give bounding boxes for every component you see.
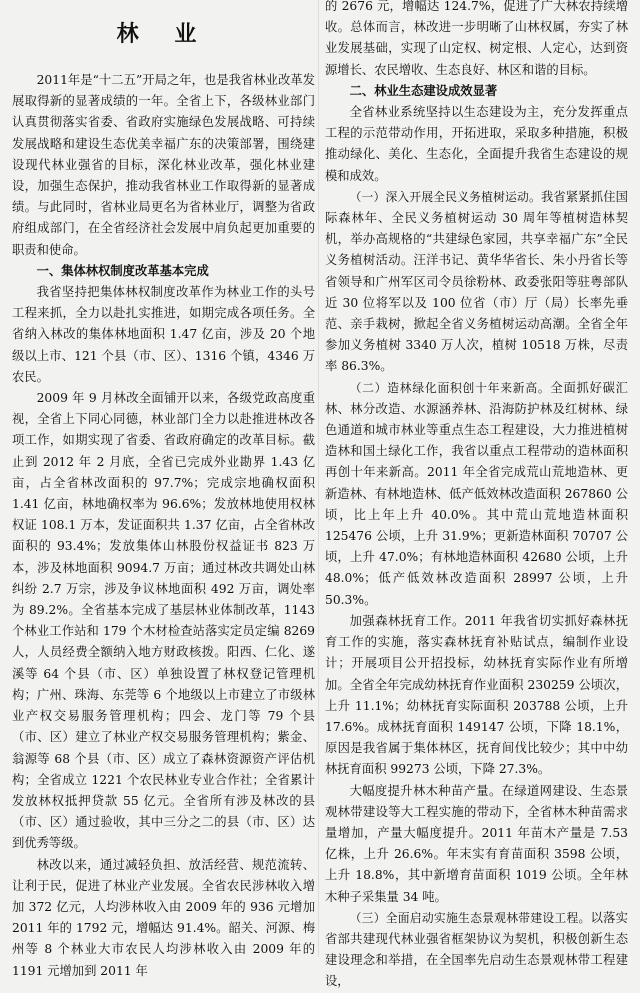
paragraph-8: 大幅度提升林木种苗产量。在绿道网建设、生态景观林带建设等大工程实施的带动下，全省林木种苗需求量增加，产量大幅度提升。2011 年苗木产量是 7.53 亿株，上升 26.6%。年末实有育苗面积 3598 公顷，上升 18.8%，其中新增育苗面积 1019 公顷。全年林木种子采集量 34 吨。 bbox=[325, 783, 628, 904]
paragraph-continued: 的 2676 元，增幅达 124.7%，促进了广大林农持续增收。总体而言，林改进一步明晰了山林权属，夯实了林业发展基础，实现了山定权、树定根、人定心，达到资源增长、农民增收、生态良好、林区和谐的目标。 bbox=[325, 0, 628, 77]
section-heading-2: 二、林业生态建设成效显著 bbox=[349, 83, 498, 98]
paragraph-3: 林改以来，通过减轻负担、放活经营、规范流转、让利于民，促进了林业产业发展。全省农民涉林收入增加 372 亿元，人均涉林收入由 2009 年的 936 元增加 2011 年的 1792 元，增幅达 91.4%。韶关、河源、梅州等 8 个林业大市农民人均涉林收入由 2009 年的 1191 元增加到 2011 年 bbox=[12, 857, 315, 978]
paragraph-7: 加强森林抚育工作。2011 年我省切实抓好森林抚育工作的实施，落实森林抚育补贴试点，编制作业设计；开展项目公开招投标，幼林抚育实际作业有所增加。全省全年完成幼林抚育作业面积 230259 公顷次，上升 11.1%；幼林抚育实际面积 203788 公顷，上升 17.6%。成林抚育面积 149147 公顷，下降 18.1%，原因是我省属于集体林区，抚育间伐比较少；其中中幼林抚育面积 99273 公顷，下降 27.3%。 bbox=[325, 613, 628, 777]
section-heading-1: 一、集体林权制度改革基本完成 bbox=[36, 263, 209, 278]
paragraph-6-body: 全面抓好碳汇林、林分改造、水源涵养林、沿海防护林及红树林、绿色通道和城市林业等重点生态工程建设，大力推进植树造林和国土绿化工作，我省以重点工程带动的造林面积再创十年来新高。2011 年全省完成荒山荒地造林、更新造林、有林地造林、低产低效林改造面积 267860 公顷，比上年上升 40.0%。其中荒山荒地造林面积 125476 公顷，上升 31.9%；更新造林面积 70707 公顷，上升 47.0%；有林地造林面积 42680 公顷，上升 48.0%；低产低效林改造面积 28997 公顷，上升 50.3%。 bbox=[325, 380, 628, 607]
paragraph-9-body: 以落实省部共建现代林业强省框架协议为契机，积极创新生态建设理念和举措，在全国率先启动生态景观林带工程建设， bbox=[325, 910, 628, 989]
column-divider bbox=[318, 0, 319, 957]
paragraph-2: 2009 年 9 月林改全面铺开以来，各级党政高度重视，全省上下同心同德，林业部门全力以赴推进林改各项工作，如期实现了省委、省政府确定的改革目标。截止到 2012 年 2 月底，全省已完成外业勘界 1.43 亿亩，占全省林改面积的 97.7%；完成宗地确权面积 1.41 亿亩，林地确权率为 96.6%；发放林地使用权林权证 108.1 万本，发证面积共 1.37 亿亩，占全省林改面积的 93.4%；发放集体山林股份权益证书 823 万本，涉及林地面积 9094.7 万亩；通过林改共调处山林纠纷 2.7 万宗，涉及争议林地面积 492 万亩，调处率为 89.2%。全省基本完成了基层林业体制改革，1143 个林业工作站和 179 个木材检查站落实定员定编 8269 人，人员经费全额纳入地方财政核拨。阳西、仁化、遂溪等 64 个县（市、区）单独设置了林权登记管理机构；广州、珠海、东莞等 6 个地级以上市建立了市级林业产权交易服务管理机构；四会、龙门等 79 个县（市、区）建立了林业产权交易服务管理机构；紫金、翁源等 68 个县（市、区）成立了森林资源资产评估机构；全省成立 1221 个农民林业专业合作社；全省累计发放林权抵押贷款 55 亿元。全省所有涉及林改的县（市、区）通过验收，其中三分之二的县（市、区）达到优秀等级。 bbox=[12, 391, 315, 851]
paragraph-9-lead: （三）全面启动实施生态景观林带建设工程。 bbox=[349, 910, 591, 925]
right-column bbox=[325, 0, 628, 989]
intro-paragraph: 2011年是“十二五”开局之年，也是我省林业改革发展取得新的显著成绩的一年。全省上下，各级林业部门认真贯彻落实省委、省政府实施绿色发展战略、可持续发展战略和建设生态优美幸福广东的决策部署，围绕建设现代林业强省的目标，深化林业改革，强化林业建设，加强生态保护，推动我省林业工作取得新的显著成绩。与此同时，省林业局更名为省林业厅，调整为省政府组成部门，在全省经济社会发展中肩负起更加重要的职责和使命。 bbox=[12, 73, 315, 257]
paragraph-1: 我省坚持把集体林权制度改革作为林业工作的头号工程来抓，全力以赴扎实推进，如期完成各项任务。全省纳入林改的集体林地面积 1.47 亿亩，涉及 20 个地级以上市、121 个县（市、区）、1316 个镇，4346 万农民。 bbox=[12, 285, 315, 384]
paragraph-4: 全省林业系统坚持以生态建设为主，充分发挥重点工程的示范带动作用，开拓进取，采取多种措施，积极推动绿化、美化、生态化，全面提升我省生态建设的规模和成效。 bbox=[325, 105, 628, 183]
left-column bbox=[12, 6, 315, 978]
paragraph-9 bbox=[325, 908, 628, 993]
page-title: 林 业 bbox=[116, 21, 211, 47]
paragraph-5-lead: （一）深入开展全民义务植树运动。 bbox=[349, 189, 541, 204]
paragraph-6-lead: （二）造林绿化面积创十年来新高。 bbox=[349, 380, 551, 395]
paragraph-5-body: 我省紧紧抓住国际森林年、全民义务植树运动 30 周年等植树造林契机，举办高规格的“共建绿色家园，共享幸福广东”全民义务植树活动。汪洋书记、黄华华省长、朱小丹省长等省领导和广州军区司令员徐粉林、政委张阳等驻粤部队近 30 位将军以及 100 位省（市）厅（局）长率先垂范、亲手栽树，掀起全省义务植树运动高潮。全省全年参加义务植树 3340 万人次，植树 10518 万株，尽责率 86.3%。 bbox=[325, 189, 628, 374]
paragraph-6 bbox=[325, 378, 628, 611]
paragraph-5 bbox=[325, 187, 628, 378]
